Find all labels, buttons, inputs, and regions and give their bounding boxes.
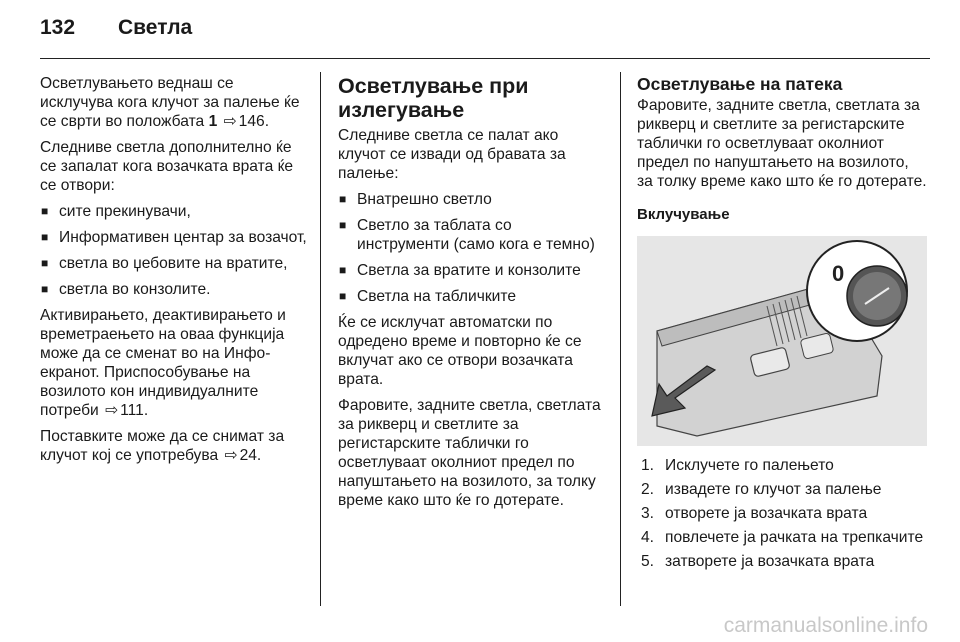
steps-list [637, 456, 927, 571]
step-item: 4. повлечете ја рачката на трепкачите [641, 529, 924, 546]
column-1 [40, 74, 308, 472]
col1-list [40, 202, 308, 299]
list-item: ■ Светла за вратите и конзолите [338, 261, 606, 280]
list-item: ■ Светла на табличките [338, 287, 606, 306]
section-title: Светла [118, 16, 193, 39]
list-item: ■ светла во џебовите на вратите, [40, 254, 308, 273]
watermark: carmanualsonline.info [723, 614, 928, 637]
col2-paragraph-2: Ќе се исклучат автоматски по одредено време и повторно ќе се вклучат ако се отвори возачката врата. [338, 314, 582, 388]
column-2 [338, 74, 606, 517]
exit-lighting-heading: Осветлување при излегување [338, 74, 529, 122]
reference-arrow-icon: ⇨ [224, 447, 238, 464]
page-reference-link[interactable]: 111. [120, 402, 149, 419]
col2-paragraph-1: Следниве светла се палат ако клучот се извади од бравата за палење: [338, 127, 566, 182]
column-3 [637, 74, 927, 576]
page-header [40, 16, 192, 48]
position-label: 1 [208, 113, 218, 130]
col2-list [338, 190, 606, 306]
step-item: 5. затворете ја возачката врата [641, 553, 875, 570]
column-divider-1 [320, 72, 321, 606]
col2-paragraph-3: Фаровите, задните светла, светлата за рикверц и светлите за регистарските таблички го осветлуваат околниот предел по напуштањето на возилото, за толку време како што ќе го дотерате. [338, 397, 601, 509]
stalk-illustration [637, 236, 927, 446]
list-item: ■ Внатрешно светло [338, 190, 606, 209]
turn-signal-stalk-drawing [637, 236, 927, 446]
col1-paragraph-1: Осветлувањето веднаш се исклучува кога клучот за палење ќе се сврти во положбата 1 ⇨ 146. [40, 75, 300, 130]
reference-arrow-icon: ⇨ [105, 402, 119, 419]
page-reference-link[interactable]: 146. [238, 113, 270, 130]
col1-paragraph-2: Следниве светла дополнително ќе се запалат кога возачката врата ќе се отвори: [40, 139, 294, 194]
col1-paragraph-3: Активирањето, деактивирањето и времетраењето на оваа функција може да се сменат во на Инфо-екранот. Приспособување на возилото кон индивидуалните потреби ⇨ 111. [40, 307, 286, 419]
activation-subheading: Вклучување [637, 206, 730, 223]
page-number: 132 [40, 16, 76, 39]
step-item: 1. Исклучете го палењето [641, 457, 834, 474]
dial-zero-label: 0 [832, 261, 845, 286]
header-rule [40, 58, 930, 59]
list-item: ■ Информативен центар за возачот, [40, 228, 308, 247]
list-item: ■ Светло за таблата со инструменти (само кога е темно) [338, 216, 606, 254]
step-item: 3. отворете ја возачката врата [641, 505, 868, 522]
col3-paragraph-1: Фаровите, задните светла, светлата за рикверц и светлите за регистарските таблички го осветлуваат околниот предел по напуштањето на возилото, за толку време како што ќе го дотерате. [637, 97, 927, 190]
path-lighting-heading: Осветлување на патека [637, 74, 843, 94]
list-item: ■ сите прекинувачи, [40, 202, 308, 221]
page-reference-link[interactable]: 24. [239, 447, 262, 464]
col1-paragraph-4: Поставките може да се снимат за клучот кој се употребува ⇨ 24. [40, 428, 285, 464]
column-divider-2 [620, 72, 621, 606]
reference-arrow-icon: ⇨ [223, 113, 237, 130]
step-item: 2. извадете го клучот за палење [641, 481, 882, 498]
list-item: ■ светла во конзолите. [40, 280, 308, 299]
